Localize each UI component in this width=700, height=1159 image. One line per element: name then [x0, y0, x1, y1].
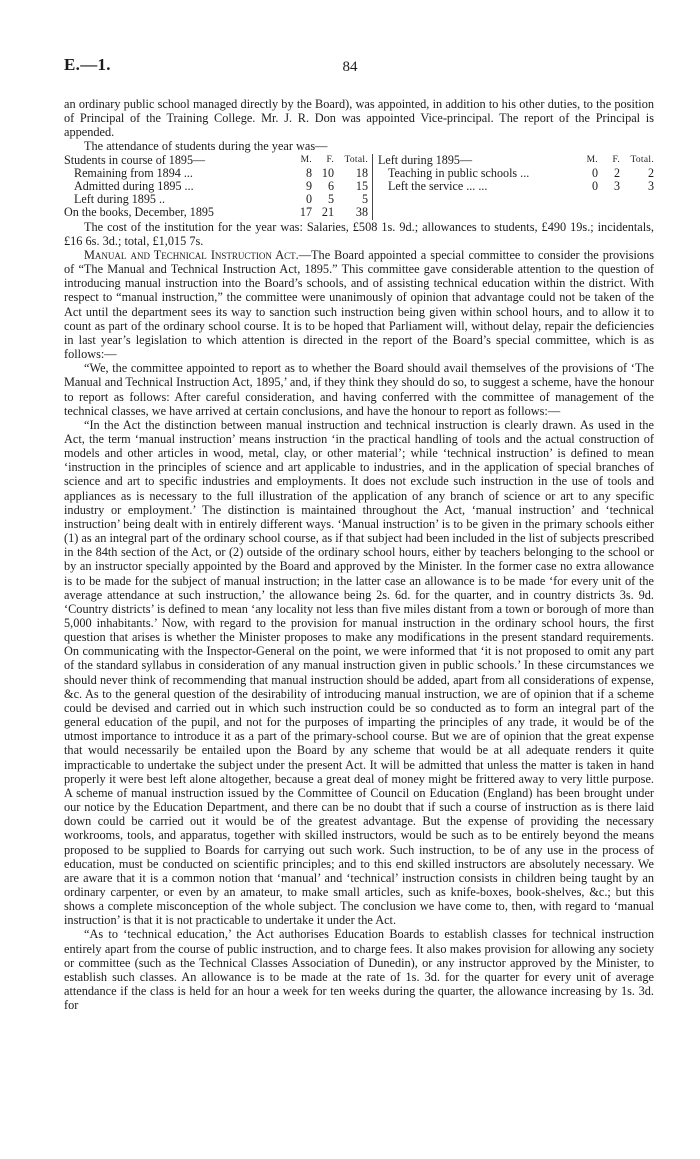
table-row	[378, 180, 654, 193]
row-total: 38	[355, 205, 368, 220]
table-row	[64, 167, 368, 180]
row-f: 2	[613, 165, 620, 180]
page-number: 84	[342, 59, 358, 75]
row-label: On the books, December, 1895	[64, 206, 214, 220]
row-total: 15	[355, 179, 368, 194]
row-m: 0	[591, 179, 598, 194]
attendance-left-column	[64, 154, 373, 220]
report-code: E.—1.	[64, 55, 111, 74]
row-m: 0	[305, 192, 312, 207]
left-during-heading: Left during 1895—	[378, 153, 473, 167]
row-m: 0	[591, 165, 598, 180]
table-row	[378, 167, 654, 180]
document-body	[64, 97, 654, 1012]
attendance-right-column	[373, 154, 654, 220]
row-m: 17	[299, 205, 312, 220]
section-heading-manual-act: Manual and Technical Instruction Act.	[84, 247, 299, 262]
table-row	[64, 180, 368, 193]
row-f: 5	[327, 192, 334, 207]
row-f: 10	[321, 165, 334, 180]
row-f: 3	[613, 179, 620, 194]
paragraph-committee-report: “We, the committee appointed to report as to whether the Board should avail themselves of the provisions of ‘The Manual and Technical Instruction Act, 1895,’ and, if they think they should do so, to suggest a scheme, have the honour to report as follows: After careful consideration, and having conferred with the committee of management of the technical classes, we have arrived at certain conclusions, and have the honour to report as follows:—	[64, 361, 654, 418]
row-total: 3	[647, 179, 654, 194]
row-total: 2	[647, 165, 654, 180]
table-header-row	[64, 154, 368, 167]
row-dots: ...	[183, 166, 193, 180]
col-m: M.	[300, 154, 312, 165]
row-m: 9	[305, 179, 312, 194]
row-dots: ...	[520, 166, 530, 180]
row-total: 5	[361, 192, 368, 207]
row-f: 6	[327, 179, 334, 194]
attendance-table	[64, 154, 654, 220]
row-f: 21	[321, 205, 334, 220]
students-in-course-heading: Students in course of 1895—	[64, 153, 206, 167]
col-total: Total.	[344, 154, 368, 165]
row-label: Admitted during 1895	[74, 180, 182, 194]
paragraph-technical-education: “As to ‘technical education,’ the Act authorises Education Boards to establish classes for technical instruction entirely apart from the course of public instruction, and to charge fees. It also makes provision for allowing any society or committee (such as the Technical Classes Association of Dunedin), or any instructor approved by the Minister, to establish such classes. An allowance is to be made at the rate of 1s. 3d. for the quarter for every unit of average attendance if the class is held for an hour a week for ten weeks during the quarter, the allowance increasing by 1s. 3d. for	[64, 927, 654, 1013]
row-label: Teaching in public schools	[388, 166, 518, 180]
row-label: Left the service	[388, 180, 464, 194]
row-dots: ...	[184, 180, 194, 194]
row-label: Left during 1895	[74, 193, 156, 207]
table-header-row	[378, 154, 654, 167]
paragraph-cost: The cost of the institution for the year was: Salaries, £508 1s. 9d.; allowances to students, £490 19s.; incidentals, £16 6s. 3d.; total, £1,015 7s.	[64, 219, 654, 248]
row-dots: ... ...	[466, 180, 488, 194]
row-dots: ..	[158, 193, 166, 207]
row-total: 18	[355, 165, 368, 180]
row-label: Remaining from 1894	[74, 166, 181, 180]
paragraph-principal: an ordinary public school managed directly by the Board), was appointed, in addition to his other duties, to the position of Principal of the Training College. Mr. J. R. Don was appointed Vice-principal. The report of the Principal is appended.	[64, 97, 654, 140]
paragraph-distinction: “In the Act the distinction between manual instruction and technical instruction is clearly drawn. As used in the Act, the term ‘manual instruction’ means instruction ‘in the practical handling of tools and the actual construction of models and other articles in wood, metal, clay, or other material’; while ‘technical instruction’ is defined to mean ‘instruction in the principles of science and art applicable to industries, and in the application of special branches of science and art to specific industries and employments. It does not exclude such instruction in the use of tools and appliances as is necessary to the full illustration of the application of any branch of science or art to any specific industry or employment.’ The distinction is maintained throughout the Act, ‘manual instruction’ and ‘technical instruction’ being dealt with in entirely different ways. ‘Manual instruction’ is to be given in the primary schools either (1) as an integral part of the ordinary school course, as if that subject had been included in the list of subjects prescribed in the 84th section of the Act, or (2) outside of the ordinary school hours, either by teachers belonging to the school or by an instructor specially appointed by the Board and approved by the Minister. In the former case no extra allowance is to be made for the subject of manual instruction; in the latter case an allowance is to be made ‘for every unit of the average attendance at such instruction,’ the allowance being 2s. 6d. for the quarter, and in country districts 3s. 9d. ‘Country districts’ is defined to mean ‘any locality not less than five miles distant from a town or borough of more than 5,000 inhabitants.’ Now, with regard to the provision for manual instruction in the ordinary school hours, the first question that arises is whether the Minister proposes to make any modifications in the present standard requirements. On communicating with the Inspector-General on the point, we were informed that ‘it is not proposed to omit any part of the standard syllabus in consideration of any manual instruction given in public schools.’ In these circumstances we should never think of recommending that manual instruction should be added, apart from all considerations of expense, &c. As to the general question of the desirability of introducing manual instruction, we are of opinion that if a scheme could be devised and carried out in which such instruction could be so conducted as to form an integral part of the general education of the pupil, and not for the purposes of imparting the principles of any trade, it would be of the utmost importance to introduce it as a part of the primary-school course. But we are of opinion that the great expense that would necessarily be entailed upon the Board by any scheme that would be at all adequate renders it quite impracticable to undertake the subject under the present Act. It will be admitted that unless the matter is taken in hand properly it were best left alone altogether, because a great deal of money might be frittered away to very little purpose. A scheme of manual instruction issued by the Committee of Council on Education (England) has been brought under our notice by the Education Department, and there can be no doubt that if such a course of instruction as is there laid down could be carried out it would be of the greatest advantage. But the expense of providing the necessary workrooms, tools, and apparatus, together with skilled instructors, would be such as to be entirely beyond the means proposed to be supplied to Boards for carrying out such work. Such instruction, to be of any use in the process of education, must be conducted on scientific principles; and to this end skilled instructors are absolutely necessary. We are aware that it is a common notion that ‘manual’ and ‘technical’ instruction consists in children being taught by an ordinary carpenter, or even by an amateur, to make small articles, such as knife-boxes, book-shelves, &c.; but this shows a complete misconception of the whole subject. The conclusion we have come to, then, with regard to ‘manual instruction’ is that it is not practicable to undertake it under the Act.	[64, 417, 654, 928]
paragraph-manual-act	[64, 248, 654, 361]
table-row	[64, 206, 368, 219]
paragraph-manual-act-text: —The Board appointed a special committee to consider the provisions of “The Manual and Technical Instruction Act, 1895.” This committee gave considerable attention to the question of introducing manual instruction into the Board’s schools, and of assisting technical education within the district. With respect to “manual instruction,” the committee were unanimously of opinion that advantage could not be taken of the Act until the department sees its way to sanction such instruction being given within school hours, and to allow it to count as part of the ordinary school course. It is to be hoped that Parliament will, without delay, repair the deficiencies in last year’s legislation to which attention is directed in the report of the Board’s special committee, which is as follows:—	[64, 247, 654, 362]
col-m: M.	[586, 154, 598, 165]
col-f: F.	[326, 154, 334, 165]
col-f: F.	[612, 154, 620, 165]
paragraph-attendance-intro: The attendance of students during the year was—	[84, 139, 328, 154]
row-m: 8	[305, 165, 312, 180]
col-total: Total.	[630, 154, 654, 165]
